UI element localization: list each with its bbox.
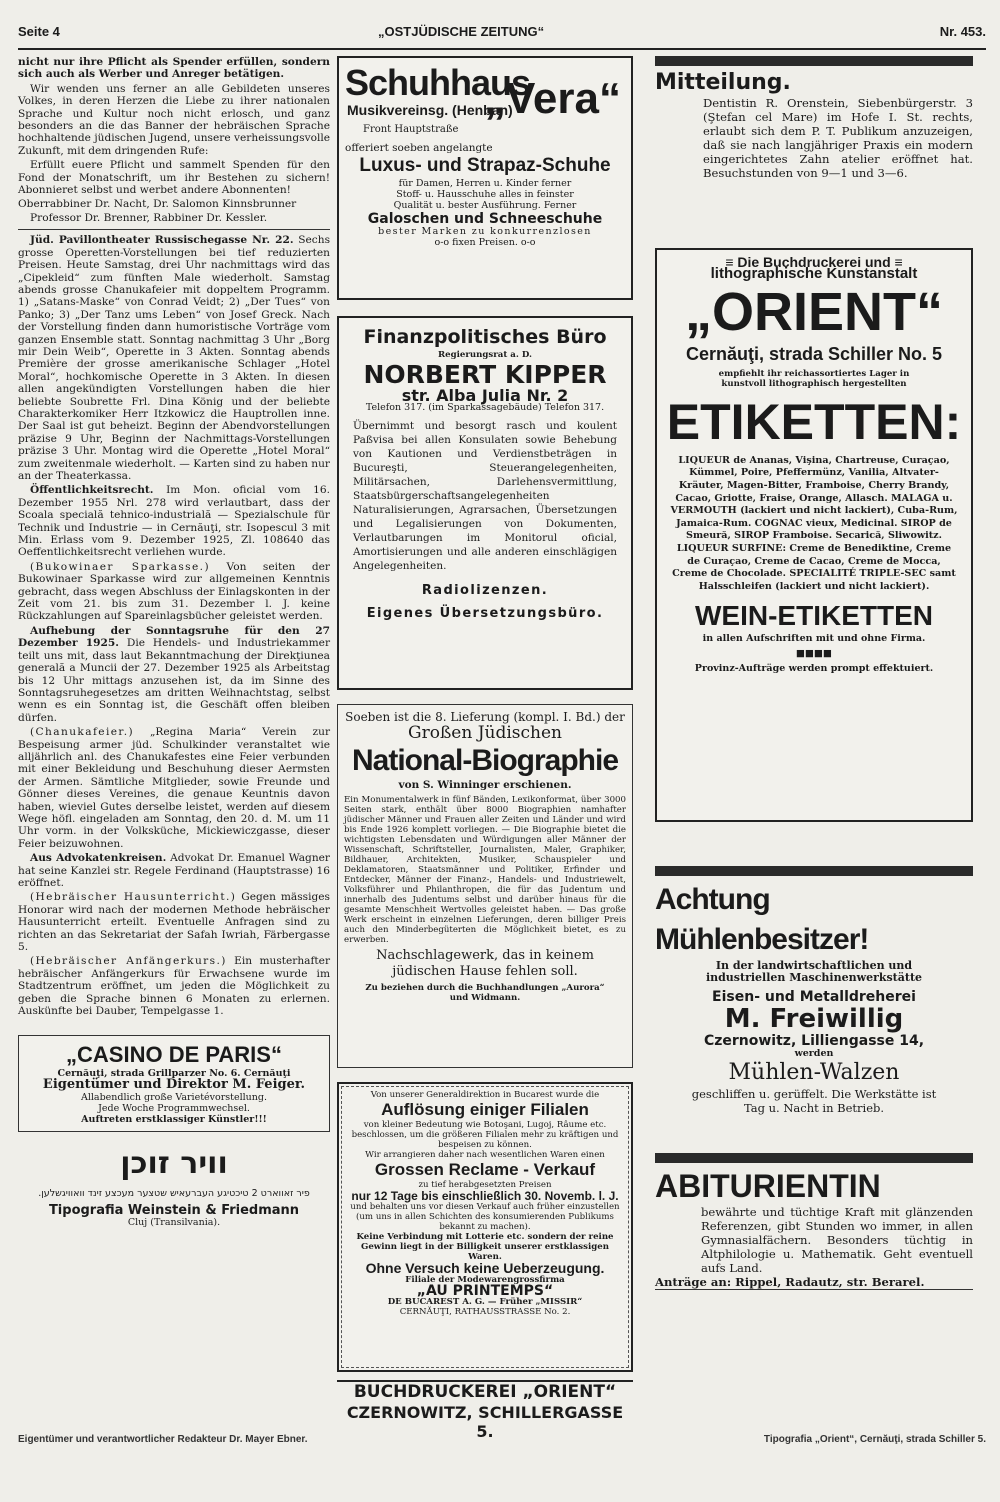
hebrew-ad-text: פיר זאווארט 2 טיכטיגע העברעאיש שטצער מעכצע זינד וואוויגשלען.: [38, 1187, 310, 1199]
printemps-line14: CERNĂUŢI, RATHAUSSTRASSE No. 2.: [399, 1307, 571, 1318]
sonntag-text: Die Hendels- und Industriekammer teilt uns mit, dass laut Bekanntmachung der Direkţiunea generală a Muncii der 27. Dezember 1925 als Arbeitstag bis 12 Uhr mittags anzusehen ist, da im Sinne des Sonntagsruhegesetzes am dritten Weihnachtstag, selbst wenn es ein Sonntag ist, die Geschäft offen bleiben dürfen.: [18, 637, 331, 724]
finanz-rat: Regierungsrat a. D.: [438, 350, 532, 360]
finanz-radio: Radiolizenzen.: [421, 583, 549, 599]
hebrew-ad: [18, 1146, 330, 1228]
casino-line2: Jede Woche Programmwechsel.: [98, 1102, 250, 1114]
printemps-line5: Grossen Reclame - Verkauf: [374, 1160, 596, 1179]
bio-line6: Zu beziehen durch die Buchhandlungen „Aurora“ und Widmann.: [365, 982, 605, 1003]
orient-line1: ≡ Die Buchdruckerei und ≡: [725, 254, 903, 270]
anfaengerkurs-text: Ein musterhafter hebräischer Anfängerkurs für Erwachsene wurde im Stadtzentrum eröffnet, um jeden die Möglichkeit zu geben die Sprache binnen 6 Monaten zu erlernen. Auskünfte bei Dauber, Tempelgasse 1.: [18, 955, 331, 1018]
orient-wein: WEIN-ETIKETTEN: [695, 600, 933, 632]
finanz-address: str. Alba Julia Nr. 2: [401, 386, 569, 405]
muehlen-bar: [655, 866, 973, 876]
abitur-text: bewährte und tüchtige Kraft mit glänzenden Referenzen, gibt Stunden wo immer, in allen Gymnasialfächern. Besonders tüchtig in Altphilologie u. Mathematik. Geht eventuell aufs Land.: [701, 1204, 973, 1275]
abitur-bar: [655, 1153, 973, 1163]
chanuka-text: „Regina Maria“ Verein zur Bespeisung armer jüd. Schulkinder veranstaltet wie alljährlich anl. des Chanukafestes eine Feier verbunden mit einer Bekleidung und Beschuhung dieser Aermsten der Armen. Sämtliche Mitglieder, sowie Freunde und Gönner dieses Vereines, die genaue Keuntnis davon haben, wieviel Gutes derselbe leistet, werden auf diesem Wege höfl. eingeladen am Sonntag, den 20. d. M. um 11 Uhr vorm. in der Volksküche, Mickiewiczgasse, dieser Feier beizuwohnen.: [18, 726, 331, 850]
call-text: Erfüllt euere Pflicht und sammelt Spenden für den Fond der Monatschrift, um ihr Bestehen zu sichern! Abonnieret selbst und werbet andere Abonnenten!: [18, 159, 330, 197]
printemps-line7: nur 12 Tage bis einschließlich 30. Novemb. l. J.: [351, 1189, 619, 1203]
orient-auf: in allen Aufschriften mit und ohne Firma.: [702, 633, 926, 645]
orient-emp2: kunstvoll lithographisch hergestellten: [721, 378, 907, 389]
issue-number: Nr. 453.: [939, 24, 986, 39]
finanz-name: NORBERT KIPPER: [363, 360, 607, 389]
hausunterricht-heading: (Hebräischer Hausunterricht.): [30, 891, 237, 904]
schuhhaus-sub: Musikvereinsg. (Henban): [347, 102, 513, 118]
bio-line3: National-Biographie: [351, 744, 618, 778]
sparkasse-text: Von seiten der Bukowinaer Sparkasse wird zur allgemeinen Kenntnis gebracht, dass wegen Abschluss der Einlagskonten in der Zeit vom 21. bis zum 31. Dezember l. J. keine Rückzahlungen auf Spareinlagsbücher geleistet werden.: [18, 560, 330, 623]
orient-list: LIQUEUR de Ananas, Vişina, Chartreuse, Curaçao, Kümmel, Poire, Pfeffermünz, Vanilia, Altvater-Kräuter, Magen-Bitter, Framboise, Cherry Brandy, Cacao, Griotte, Fraise, Orange, Allasch. MALAGA u. VERMOUTH (lackiert und nicht lackiert), Cuba-Rum, Jamaica-Rum. COGNAC vieux, Medicinal. SIROP de Smeură, SIROP Framboise. Secarică, Sliwowitz. LIQUEUR SURFINE: Creme de Benediktine, Creme de Curaçao, Creme de Cacao, Creme de Mocca, Creme de Chocolade. SPECIALITÉ TRIPLE-SEC samt Halsschleifen (lackiert und nicht lackiert).: [670, 454, 958, 592]
orient-emp1: empfiehlt ihr reichassortiertes Lager in: [718, 368, 910, 379]
column-left: [18, 56, 330, 1228]
biographie-ad: [337, 704, 633, 1068]
appeal-text: Wir wenden uns ferner an alle Gebildeten unseres Volkes, in deren Herzen die Liebe zu ihrer nationalen Sprache und Kultur noch nicht erlosch, und ganz besonders an die das Banner der hebräischen Sprache hochhaltende jüdischen Jugend, unsere verheissungsvolle Zukunft, mit dem dringenden Rufe:: [18, 82, 330, 157]
casino-title: „CASINO DE PARIS“: [66, 1042, 282, 1068]
muehlen-line2: industriellen Maschinenwerkstätte: [705, 971, 923, 985]
bio-line5: Nachschlagewerk, das in keinem jüdischen Hause fehlen soll.: [376, 947, 594, 979]
divider: [18, 229, 330, 230]
footer-left: Eigentümer und verantwortlicher Redakteur Dr. Mayer Ebner.: [18, 1434, 308, 1445]
abitur-contact: Anträge an: Rippel, Radautz, str. Berarel.: [655, 1274, 925, 1289]
casino-line3: Auftreten erstklassiger Künstler!!!: [81, 1113, 267, 1125]
muehlen-line6: werden: [794, 1047, 834, 1059]
theater-heading: Jüd. Pavillontheater Russischegasse Nr. 22.: [30, 234, 294, 247]
theater-text: Sechs grosse Operetten-Vorstellungen bei tief reduzierten Preisen. Heute Samstag, drei Uhr nachmittags wird das „Cipekleid“ zum fünften Male wiederholt. Samstag abends grosse Chanukafeier mit doppeltem Programm. 1) „Satans-Maske“ von Conrad Veidt; 2) „Der Tues“ von Panko; 3) „Der Tanz ums Leben“ von Josef Greck. Nach der Vorstellung finden dann humoristische Vorträge vom ganzen Ensemble statt. Sonntag nachmittag 3 Uhr „Borg mir Dein Weib“, Operette in 3 Akten. Sonntag abends Première der grosse amerikanische Schlager „Hotel Moral“, hochkomische Operette in 3 Akten. In diesen allen angekündigten Vorstellungen haben die hier beliebte Soubrette Frl. Dina König und der beliebte Charakterkomiker Herr Itzkowicz die Hauptrollen inne. Der Saal ist gut beheizt. Beginn der Abendvorstellungen präzise 9 Uhr, Beginn der Nachmittags-Vorstellungen präzise 3 Uhr. Montag wird die Operette „Hotel Moral“ zum zweitenmale wiederholt. — Karten sind zu haben nur an der Theaterkassa.: [18, 234, 331, 482]
mitteilung-ad: [655, 66, 973, 180]
schuhhaus-offer: offeriert soeben angelangte: [345, 142, 493, 154]
schuhhaus-marken: bester Marken zu konkurrenzlosen: [378, 225, 592, 237]
orient-mark: ■■■■: [796, 648, 832, 660]
hebrew-ad-title: וויר זוכן: [120, 1145, 228, 1181]
orient-ad: [655, 248, 973, 822]
mitteilung-title: Mitteilung.: [655, 70, 791, 95]
finanz-telefon: Telefon 317. (im Sparkassagebäude) Telefon 317.: [365, 402, 605, 414]
sonntag-heading: Aufhebung der Sonntagsruhe für den 27 Dezember 1925.: [18, 624, 330, 650]
printemps-line6: zu tief herabgesetzten Preisen: [418, 1180, 552, 1190]
printemps-line4: Wir arrangieren daher nach wesentlichen Waren einen: [365, 1150, 605, 1160]
printemps-ad: [337, 1082, 633, 1372]
intro-text: nicht nur ihre Pflicht als Spender erfüllen, sondern sich auch als Werber und Anreger betätigen.: [18, 56, 330, 81]
muehlen-title: Achtung Mühlenbesitzer!: [655, 883, 869, 956]
column-right: [655, 56, 973, 1290]
oeff-heading: Öffentlichkeitsrecht.: [30, 484, 154, 497]
abitur-title: ABITURIENTIN: [655, 1167, 881, 1204]
casino-line1: Allabendlich große Varietévorstellung.: [80, 1091, 268, 1103]
printemps-line1: Von unserer Generaldirektion in Bucarest wurde die: [370, 1090, 600, 1100]
printemps-line3: von kleiner Bedeutung wie Botoşani, Lugoj, Râume etc. beschlossen, um die größeren Filialen mehr zu kräftigen und bespeisen zu können.: [351, 1120, 619, 1150]
advokat-heading: Aus Advokatenkreisen.: [30, 852, 167, 865]
printemps-line12: „AU PRINTEMPS“: [416, 1282, 554, 1299]
hebrew-ad-city: Cluj (Transilvania).: [127, 1217, 221, 1229]
page-header: [18, 20, 986, 42]
signatures-line1: Oberrabbiner Dr. Nacht, Dr. Salomon Kinnsbrunner: [18, 198, 297, 211]
finanz-title: Finanzpolitisches Büro: [363, 326, 607, 348]
schuhhaus-name: Schuhhaus: [345, 62, 531, 103]
vera-name: „Vera“: [484, 74, 621, 123]
chanuka-heading: (Chanukafeier.): [30, 726, 135, 739]
casino-ad: [18, 1035, 330, 1131]
orient-provinz: Provinz-Aufträge werden prompt effektuiert.: [694, 663, 934, 675]
header-rule: [18, 48, 986, 50]
mitteilung-text: Dentistin R. Orenstein, Siebenbürgerstr. 3 (Ştefan cel Mare) im Hofe I. St. rechts, erlaubt sich dem P. T. Publikum anzuzeigen, daß sie nach langjähriger Praxis ein modern eingerichtetes Zahn atelier eröffnet hat. Besuchstunden von 9—1 und 3—6.: [703, 96, 973, 180]
mitteilung-bar: [655, 56, 973, 66]
muehlen-line3: Eisen- und Metalldreherei: [712, 988, 916, 1005]
abitur-ad: [655, 1163, 973, 1290]
newspaper-title: „OSTJÜDISCHE ZEITUNG“: [378, 24, 545, 39]
muehlen-ad: [655, 876, 973, 1115]
casino-address: Cernăuţi, strada Grillparzer No. 6. Cernăuţi: [57, 1068, 291, 1080]
signatures-line2: Professor Dr. Brenner, Rabbiner Dr. Kessler.: [30, 211, 268, 224]
schuhhaus-front: Front Hauptstraße: [363, 124, 459, 135]
orient-etiketten: ETIKETTEN:: [666, 393, 962, 450]
muehlen-line4: M. Freiwillig: [724, 1004, 904, 1035]
column-middle: [337, 56, 633, 1441]
buchdruckerei-ad: [337, 1380, 633, 1441]
schuhhaus-ad: [337, 56, 633, 300]
muehlen-line7: Mühlen-Walzen: [728, 1059, 900, 1085]
muehlen-line8: geschliffen u. gerüffelt. Die Werkstätte ist Tag u. Nacht in Betrieb.: [691, 1086, 937, 1115]
printemps-line8: und behalten uns vor diesen Verkauf auch früher einzustellen (um uns in allen Schichten des konsumierenden Publikums bekannt zu machen).: [350, 1202, 620, 1233]
casino-owner: Eigentümer und Direktor M. Feiger.: [42, 1077, 306, 1093]
bio-line4: von S. Winninger erschienen.: [398, 779, 572, 792]
printemps-line10: Ohne Versuch keine Ueberzeugung.: [365, 1260, 605, 1277]
buchdruckerei-line1: BUCHDRUCKEREI „ORIENT“: [353, 1382, 617, 1402]
footer-right: Tipografia „Orient“, Cernăuţi, strada Schiller 5.: [763, 1434, 986, 1445]
advokat-text: Advokat Dr. Emanuel Wagner hat seine Kanzlei str. Regele Ferdinand (Hauptstrasse) 16 eröffnet.: [18, 852, 330, 889]
anfaengerkurs-heading: (Hebräischer Anfängerkurs.): [30, 955, 227, 968]
oeff-text: Im Mon. oficial vom 16. Dezember 1955 Nrl. 278 wird verlautbart, dass der Scoala specială tehnico-industrială — Spezialschule für Technik und Industrie — in Cernăuţi, str. Isopescul 3 mit Min. Erlass vom 9. Dezember 1925, Zl. 108640 das Oeffentlichkeitsrecht verliehen wurde.: [18, 484, 331, 559]
hebrew-ad-printer: Tipografia Weinstein & Friedmann: [48, 1202, 300, 1218]
printemps-line2: Auflösung einiger Filialen: [381, 1100, 589, 1119]
schuhhaus-preise: o-o fixen Preisen. o-o: [434, 236, 536, 248]
muehlen-line1: In der landwirtschaftlichen und: [715, 959, 913, 972]
printemps-line11: Filiale der Modewarengrossfirma: [405, 1274, 565, 1285]
bio-line1: Soeben ist die 8. Lieferung (kompl. I. Bd.) der: [345, 710, 625, 724]
page-number-label: Seite 4: [18, 24, 60, 39]
muehlen-line5: Czernowitz, Lilliengasse 14,: [703, 1033, 925, 1050]
schuhhaus-galoschen: Galoschen und Schneeschuhe: [367, 211, 603, 228]
buchdruckerei-line2: CZERNOWITZ, SCHILLERGASSE 5.: [346, 1403, 624, 1441]
finanz-text: Übernimmt und besorgt rasch und koulent Paßvisa bei allen Konsulaten sowie Behebung von Kautionen und Verdienstbeträgen in Bucureşti, Steuerangelegenheiten, Militärsachen, Darlehensvermittlung, Staatsbürgerschaftsangelegenheiten Naturalisierungen, Agrarsachen, Übersetzungen und Legalisierungen von Dokumenten, Verlautbarungen im Monitorul oficial, Amortisierungen und alle anderen einschlägigen Angelegenheiten.: [353, 420, 617, 573]
orient-line2: lithographische Kunstanstalt: [710, 265, 918, 283]
sparkasse-heading: (Bukowinaer Sparkasse.): [30, 560, 210, 573]
bio-text: Ein Monumentalwerk in fünf Bänden, Lexikonformat, über 3000 Seiten stark, enthält über 8000 Biographien namhafter jüdischer Männer und Frauen aller Zeiten und Länder und wird bis Ende 1926 komplett vorliegen. — Die Biographie bietet die wichtigsten Lebensdaten und Würdigungen aller Männer der Wissenschaft, Schriftsteller, Journalisten, Maler, Graphiker, Bildhauer, Architekten, Musiker, Schauspieler und Deklamatoren, Staatsmänner und Politiker, Erfinder und Entdecker, Männer der Finanz-, Handels- und Industriewelt, Volksführer und Philanthropen, die für das Judentum und innerhalb des Judentums selbst und darüber hinaus für die gesamte Menschheit Wertvolles geleistet haben. — Das große Werk erscheint in einzelnen Lieferungen, deren billiger Preis auch den Minderbegüterten die Möglichkeit bietet, es zu erwerben.: [344, 794, 626, 945]
printemps-line13: DE BUCAREST A. G. — Früher „MISSIR“: [387, 1297, 583, 1308]
finanz-ad: [337, 316, 633, 690]
hausunterricht-text: Gegen mässiges Honorar wird nach der modernen Methode hebräischer Hausunterricht erteilt. Eventuelle Anfragen sind zu richten an das Sekretariat der Safah Iwriah, Färbergasse 5.: [18, 891, 330, 954]
schuhhaus-luxus: Luxus- und Strapaz-Schuhe: [359, 155, 611, 177]
orient-address: Cernăuţi, strada Schiller No. 5: [685, 343, 943, 364]
bio-line2: Großen Jüdischen: [408, 723, 562, 744]
schuhhaus-desc: für Damen, Herren u. Kinder ferner Stoff- u. Hausschuhe alles in feinster Qualität u. bester Ausführung. Ferner: [393, 178, 577, 212]
printemps-line9: Keine Verbindung mit Lotterie etc. sondern der reine Gewinn liegt in der Billigkeit unserer erstklassigen Waren.: [356, 1232, 614, 1263]
orient-name: „ORIENT“: [684, 281, 943, 342]
finanz-eigenes: Eigenes Übersetzungsbüro.: [366, 605, 604, 621]
